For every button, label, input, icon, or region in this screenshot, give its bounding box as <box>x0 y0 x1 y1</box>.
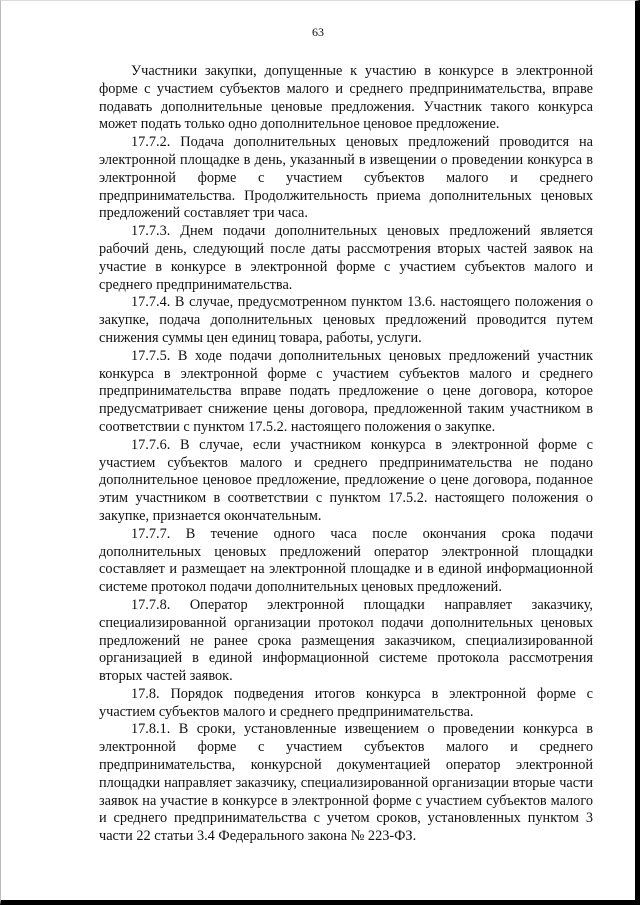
paragraph-17-7-8: 17.7.8. Оператор электронной площадки направляет заказчику, специализированной организации протокол подачи дополнительных ценовых предложений не ранее срока размещения заказчиком, специализированной организацией в единой информационной системе протокола рассмотрения вторых частей заявок. <box>99 596 593 685</box>
paragraph-17-7-2: 17.7.2. Подача дополнительных ценовых предложений проводится на электронной площадке в день, указанный в извещении о проведении конкурса в электронной форме с участием субъектов малого и среднего предпринимательства. Продолжительность приема дополнительных ценовых предложений составляет три часа. <box>99 134 593 222</box>
paragraph-17-7-7: 17.7.7. В течение одного часа после окончания срока подачи дополнительных ценовых предложений оператор электронной площадки составляет и размещает на электронной площадке и в единой информационной системе протокол подачи дополнительных ценовых предложений. <box>99 525 593 596</box>
section-heading-17-8: 17.8. Порядок подведения итогов конкурса в электронной форме с участием субъектов малого и среднего предпринимательства. <box>99 685 593 720</box>
document-body <box>99 63 593 846</box>
paragraph-17-7-5: 17.7.5. В ходе подачи дополнительных ценовых предложений участник конкурса в электронной форме с участием субъектов малого и среднего предпринимательства вправе подать предложение о цене договора, которое предусматривает снижение цены договора, предложенной таким участником в соответствии с пунктом 17.5.2. настоящего положения о закупке. <box>99 347 593 435</box>
paragraph-17-8-1: 17.8.1. В сроки, установленные извещением о проведении конкурса в электронной форме с участием субъектов малого и среднего предпринимательства, конкурсной документацией оператор электронной площадки направляет заказчику, специализированной организации вторые части заявок на участие в конкурсе в электронной форме с участием субъектов малого и среднего предпринимательства с учетом сроков, установленных пунктом 3 части 22 статьи 3.4 Федерального закона № 223-ФЗ. <box>99 721 593 845</box>
page-number: 63 <box>312 25 324 39</box>
paragraph-17-7-3: 17.7.3. Днем подачи дополнительных ценовых предложений является рабочий день, следующий после даты рассмотрения вторых частей заявок на участие в конкурсе в электронной форме с участием субъектов малого и среднего предпринимательства. <box>99 223 593 293</box>
paragraph-intro: Участники закупки, допущенные к участию в конкурсе в электронной форме с участием субъектов малого и среднего предпринимательства, вправе подавать дополнительные ценовые предложения. Участник такого конкурса может подать только одно дополнительное ценовое предложение. <box>99 63 593 133</box>
paragraph-17-7-4: 17.7.4. В случае, предусмотренном пунктом 13.6. настоящего положения о закупке, подача дополнительных ценовых предложений проводится путем снижения суммы цен единиц товара, работы, услуги. <box>99 294 593 346</box>
paragraph-17-7-6: 17.7.6. В случае, если участником конкурса в электронной форме с участием субъектов малого и среднего предпринимательства не подано дополнительное ценовое предложение, предложение о цене договора, поданное этим участником в соответствии с пунктом 17.5.2. настоящего положения о закупке, признается окончательным. <box>99 436 593 524</box>
